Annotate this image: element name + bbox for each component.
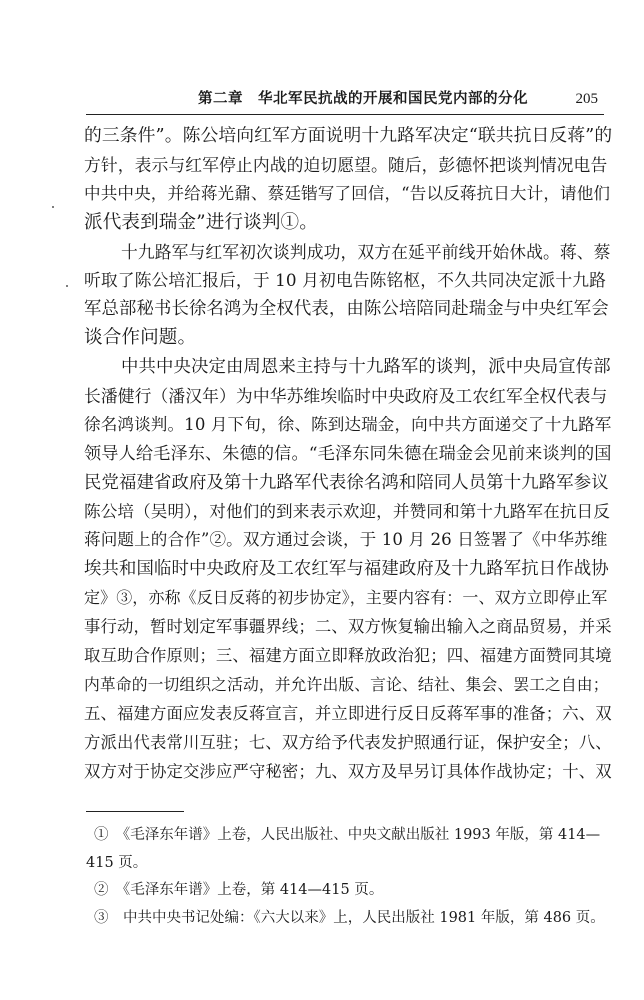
page-number: 205	[575, 91, 598, 107]
footnote-2: ② 《毛泽东年谱》上卷，第 414—415 页。	[94, 882, 384, 898]
scan-speck	[66, 285, 68, 287]
text-line: 双方对于协定交涉应严守秘密；九、双方及早另订具体作战协定；十、双	[84, 761, 612, 781]
paragraph-start-line: 十九路军与红军初次谈判成功，双方在延平前线开始休战。蒋、蔡	[121, 241, 611, 262]
text-line: 方针，表示与红军停止内战的迫切愿望。随后，彭德怀把谈判情况电告	[84, 154, 608, 175]
text-line: 埃共和国临时中央政府及工农红军与福建政府及十九路军抗日作战协	[84, 559, 609, 580]
text-line: 内革命的一切组织之活动，并允许出版、言论、结社、集会、罢工之自由；	[84, 674, 609, 694]
body-text	[84, 122, 612, 786]
text-line: 陈公培（吴明），对他们的到来表示欢迎，并赞同和第十九路军在抗日反	[84, 501, 610, 521]
text-line: 徐名鸿谈判。10 月下旬，徐、陈到达瑞金，向中共方面递交了十九路军	[84, 414, 612, 434]
footnote-divider	[86, 811, 184, 812]
text-line: 的三条件”。陈公培向红军方面说明十九路军决定“联共抗日反蒋”的	[84, 125, 613, 146]
text-line: 定》③，亦称《反日反蒋的初步协定》，主要内容有：一、双方立即停止军	[84, 588, 608, 608]
scan-speck	[52, 206, 54, 208]
text-line: 中共中央，并给蒋光鼐、蔡廷锴写了回信，“告以反蒋抗日大计，请他们	[84, 183, 611, 203]
text-line: 长潘健行（潘汉年）为中华苏维埃临时中央政府及工农红军全权代表与	[84, 386, 608, 407]
text-line: 蒋问题上的合作”②。双方通过会谈，于 10 月 26 日签署了《中华苏维	[84, 530, 608, 550]
footnote-3: ③ 中共中央书记处编：《六大以来》上，人民出版社 1981 年版，第 486 页。	[94, 909, 605, 926]
running-header	[86, 88, 604, 115]
footnote-1-continuation: 415 页。	[86, 854, 148, 871]
footnote-1: ① 《毛泽东年谱》上卷，人民出版社、中央文献出版社 1993 年版，第 414—	[94, 827, 601, 843]
chapter-title: 第二章 华北军民抗战的开展和国民党内部的分化	[198, 91, 528, 107]
text-line: 军总部秘书长徐名鸿为全权代表，由陈公培陪同赴瑞金与中央红军会	[84, 299, 609, 320]
text-line: 方派出代表常川互驻；七、双方给予代表发护照通行证，保护安全；八、	[84, 732, 612, 752]
text-line: 领导人给毛泽东、朱德的信。“毛泽东同朱德在瑞金会见前来谈判的国	[84, 443, 612, 464]
text-line: 五、福建方面应发表反蒋宣言，并立即进行反日反蒋军事的准备；六、双	[84, 703, 612, 723]
text-line: 听取了陈公培汇报后，于 10 月初电告陈铭枢，不久共同决定派十九路	[84, 270, 606, 291]
footnotes	[86, 822, 606, 932]
text-line: 事行动，暂时划定军事疆界线；二、双方恢复输出输入之商品贸易，并采	[84, 617, 612, 637]
text-line: 取互助合作原则；三、福建方面立即释放政治犯；四、福建方面赞同其境	[84, 646, 612, 666]
paragraph-start-line: 中共中央决定由周恩来主持与十九路军的谈判，派中央局宣传部	[121, 357, 611, 378]
text-line: 谈合作问题。	[84, 327, 197, 349]
text-line: 民党福建省政府及第十九路军代表徐名鸿和陪同人员第十九路军参议	[84, 472, 609, 493]
text-line: 派代表到瑞金”进行谈判①。	[84, 211, 318, 233]
